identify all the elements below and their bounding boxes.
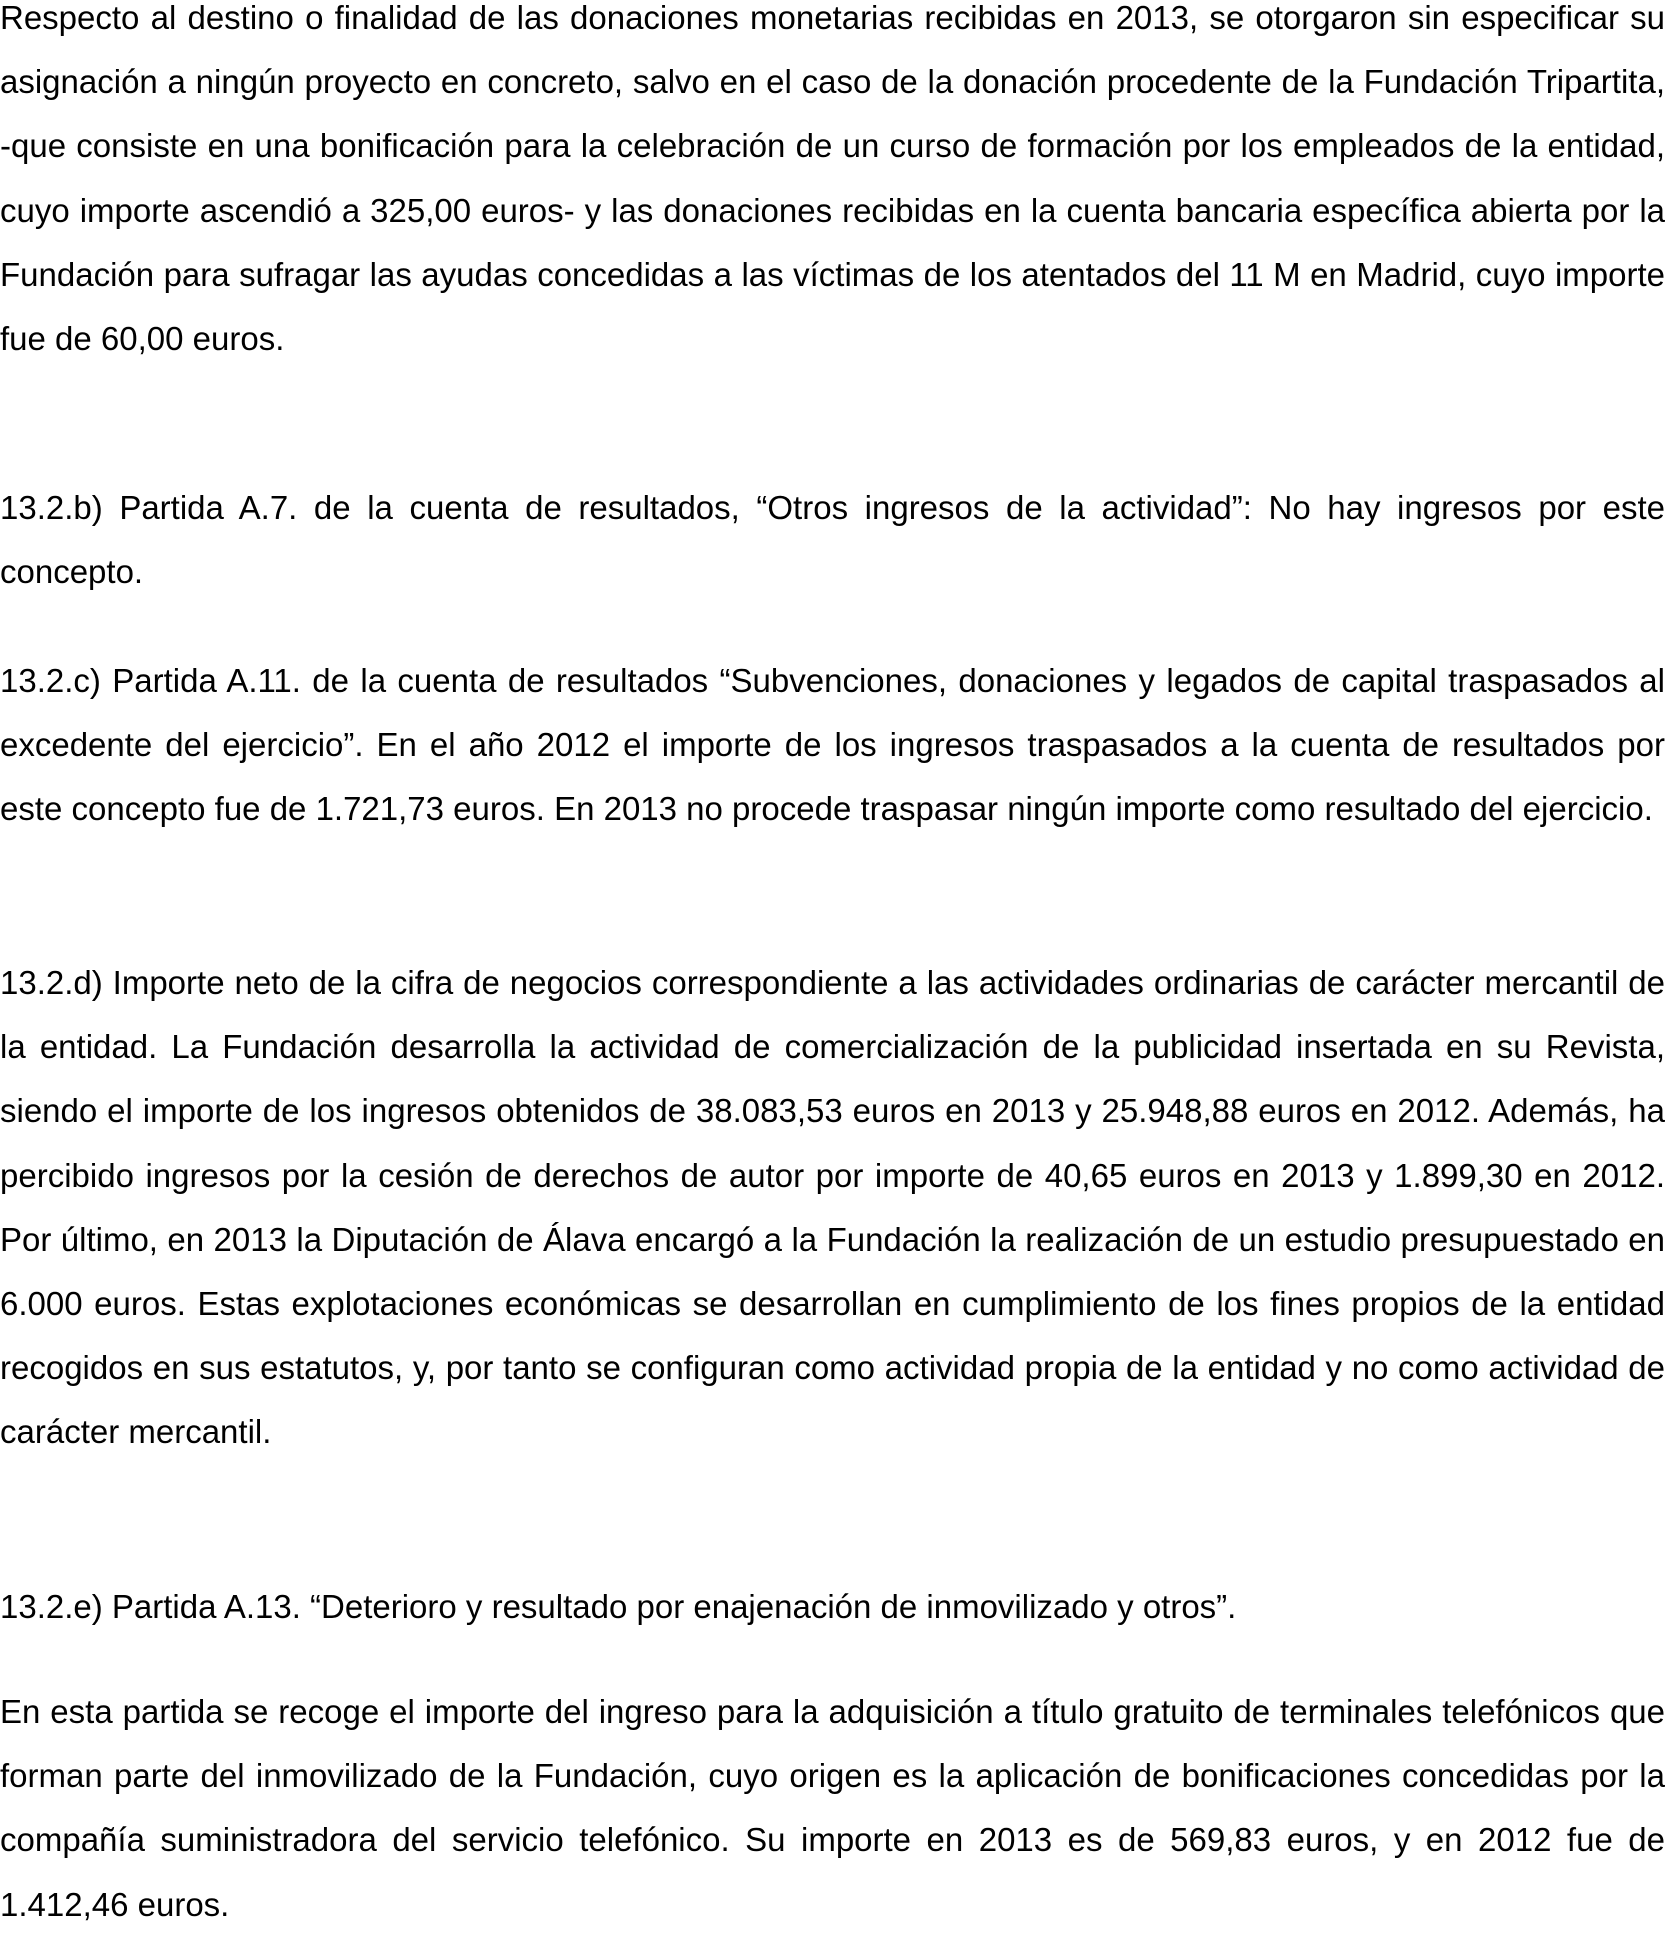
paragraph-donation-destination: Respecto al destino o finalidad de las donaciones monetarias recibidas en 2013, se otorgaron sin especificar su asignación a ningún proyecto en concreto, salvo en el caso de la donación procedente de la Fundación Tripartita, -que consiste en una bonificación para la celebración de un curso de formación por los empleados de la entidad, cuyo importe ascendió a 325,00 euros- y las donaciones recibidas en la cuenta bancaria específica abierta por la Fundación para sufragar las ayudas concedidas a las víctimas de los atentados del 11 M en Madrid, cuyo importe fue de 60,00 euros. <box>0 0 1665 358</box>
paragraph-13-2-c: 13.2.c) Partida A.11. de la cuenta de resultados “Subvenciones, donaciones y legados de capital traspasados al excedente del ejercicio”. En el año 2012 el importe de los ingresos traspasados a la cuenta de resultados por este concepto fue de 1.721,73 euros. En 2013 no procede traspasar ningún importe como resultado del ejercicio. <box>0 662 1665 828</box>
paragraph-13-2-e-detail: En esta partida se recoge el importe del ingreso para la adquisición a título gratuito de terminales telefónicos que forman parte del inmovilizado de la Fundación, cuyo origen es la aplicación de bonificaciones concedidas por la compañía suministradora del servicio telefónico. Su importe en 2013 es de 569,83 euros, y en 2012 fue de 1.412,46 euros. <box>0 1693 1665 1923</box>
paragraph-13-2-b: 13.2.b) Partida A.7. de la cuenta de resultados, “Otros ingresos de la actividad”: No hay ingresos por este concepto. <box>0 489 1665 591</box>
paragraph-13-2-e-heading: 13.2.e) Partida A.13. “Deterioro y resultado por enajenación de inmovilizado y otros”. <box>0 1588 1237 1625</box>
paragraph-13-2-d: 13.2.d) Importe neto de la cifra de negocios correspondiente a las actividades ordinarias de carácter mercantil de la entidad. La Fundación desarrolla la actividad de comercialización de la publicidad insertada en su Revista, siendo el importe de los ingresos obtenidos de 38.083,53 euros en 2013 y 25.948,88 euros en 2012. Además, ha percibido ingresos por la cesión de derechos de autor por importe de 40,65 euros en 2013 y 1.899,30 en 2012. Por último, en 2013 la Diputación de Álava encargó a la Fundación la realización de un estudio presupuestado en 6.000 euros. Estas explotaciones económicas se desarrollan en cumplimiento de los fines propios de la entidad recogidos en sus estatutos, y, por tanto se configuran como actividad propia de la entidad y no como actividad de carácter mercantil. <box>0 964 1665 1451</box>
